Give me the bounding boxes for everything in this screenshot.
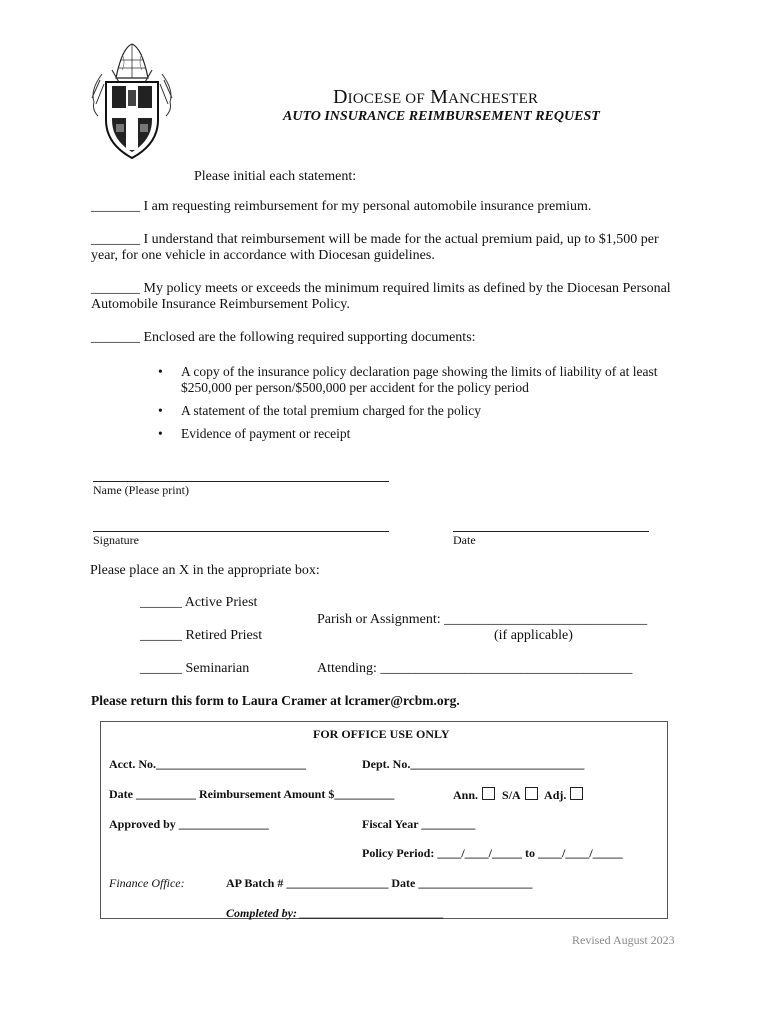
option-active-priest[interactable]: ______ Active Priest bbox=[140, 595, 258, 610]
initial-instructions: Please initial each statement: bbox=[194, 169, 357, 184]
signature-label: Signature bbox=[93, 533, 139, 547]
date-label: Date bbox=[453, 533, 476, 547]
if-applicable-note: (if applicable) bbox=[494, 628, 573, 643]
approved-by-field[interactable]: Approved by _______________ bbox=[109, 817, 269, 831]
form-title: DIOCESE OF MANCHESTER bbox=[333, 86, 539, 108]
acct-no-field[interactable]: Acct. No._________________________ bbox=[109, 757, 306, 771]
signature-line[interactable] bbox=[93, 531, 389, 532]
diocese-crest-logo bbox=[82, 40, 182, 164]
initial-blank[interactable]: _______ bbox=[91, 281, 140, 296]
initial-blank[interactable]: _______ bbox=[91, 232, 140, 247]
dept-no-field[interactable]: Dept. No._____________________________ bbox=[362, 757, 585, 771]
finance-office-label: Finance Office: bbox=[109, 876, 185, 890]
name-line[interactable] bbox=[93, 481, 389, 482]
status-instruction: Please place an X in the appropriate box: bbox=[90, 563, 320, 578]
date-line[interactable] bbox=[453, 531, 649, 532]
attending-field[interactable]: Attending: ____________________________________ bbox=[317, 661, 633, 676]
ann-checkbox[interactable] bbox=[482, 787, 495, 800]
sa-checkbox[interactable] bbox=[525, 787, 538, 800]
form-subtitle: AUTO INSURANCE REIMBURSEMENT REQUEST bbox=[283, 109, 600, 124]
initial-blank[interactable]: _______ bbox=[91, 199, 140, 214]
date-reimbursement-field[interactable]: Date __________ Reimbursement Amount $__________ bbox=[109, 787, 395, 801]
statement-1[interactable]: _______ I am requesting reimbursement for my personal automobile insurance premium. bbox=[91, 199, 592, 214]
initial-blank[interactable]: _______ bbox=[91, 330, 140, 345]
bullet-icon: • bbox=[158, 426, 163, 441]
statement-4[interactable]: _______ Enclosed are the following required supporting documents: bbox=[91, 330, 476, 345]
revision-date: Revised August 2023 bbox=[572, 933, 675, 947]
statement-2[interactable]: _______ I understand that reimbursement will be made for the actual premium paid, up to $1,500 per year, for one vehicle in accordance with Diocesan guidelines. bbox=[91, 232, 659, 263]
return-instruction: Please return this form to Laura Cramer at lcramer@rcbm.org. bbox=[91, 693, 460, 708]
bullet-icon: • bbox=[158, 364, 163, 379]
bullet-icon: • bbox=[158, 403, 163, 418]
option-retired-priest[interactable]: ______ Retired Priest bbox=[140, 628, 263, 643]
ap-batch-field[interactable]: AP Batch # _________________ Date ___________________ bbox=[226, 876, 533, 890]
adj-checkbox[interactable] bbox=[570, 787, 583, 800]
fiscal-year-field[interactable]: Fiscal Year _________ bbox=[362, 817, 476, 831]
office-heading: FOR OFFICE USE ONLY bbox=[313, 727, 450, 741]
parish-field[interactable]: Parish or Assignment: _____________________________ bbox=[317, 612, 648, 627]
statement-3[interactable]: _______ My policy meets or exceeds the minimum required limits as defined by the Diocesan Personal Automobile Insurance Reimbursement Policy. bbox=[91, 281, 671, 312]
policy-period-field[interactable]: Policy Period: ____/____/_____ to ____/____/_____ bbox=[362, 846, 623, 860]
name-label: Name (Please print) bbox=[93, 483, 189, 497]
type-checkboxes: Ann. S/A Adj. bbox=[453, 787, 587, 803]
option-seminarian[interactable]: ______ Seminarian bbox=[140, 661, 250, 676]
completed-by-field[interactable]: Completed by: ________________________ bbox=[226, 906, 444, 920]
